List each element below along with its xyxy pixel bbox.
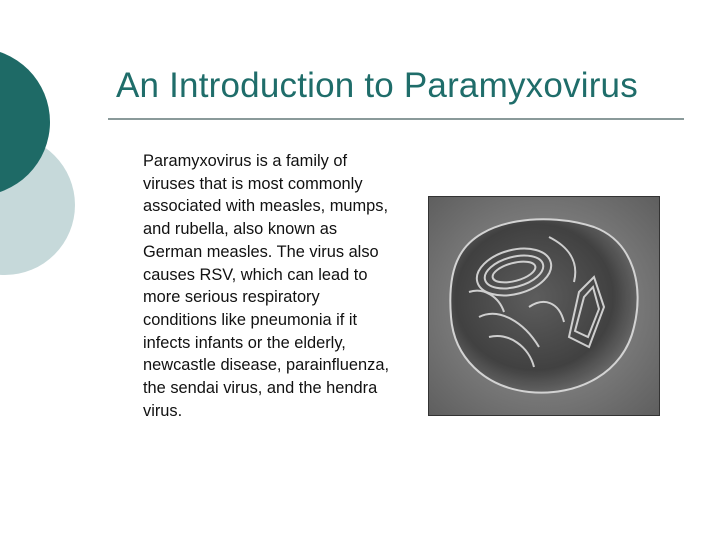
- slide-body-text: Paramyxovirus is a family of viruses that is most commonly associated with measles, mumps, and rubella, also known as German measles. The virus also causes RSV, which can lead to more serious respiratory conditions like pneumonia if it infects infants or the elderly, newcastle disease, parainfluenza, the sendai virus, and the hendra virus.: [143, 152, 390, 420]
- title-divider: [108, 118, 684, 120]
- decorative-circles: [0, 0, 120, 300]
- slide-title: An Introduction to Paramyxovirus: [116, 66, 638, 105]
- virus-micrograph-image: [428, 196, 660, 416]
